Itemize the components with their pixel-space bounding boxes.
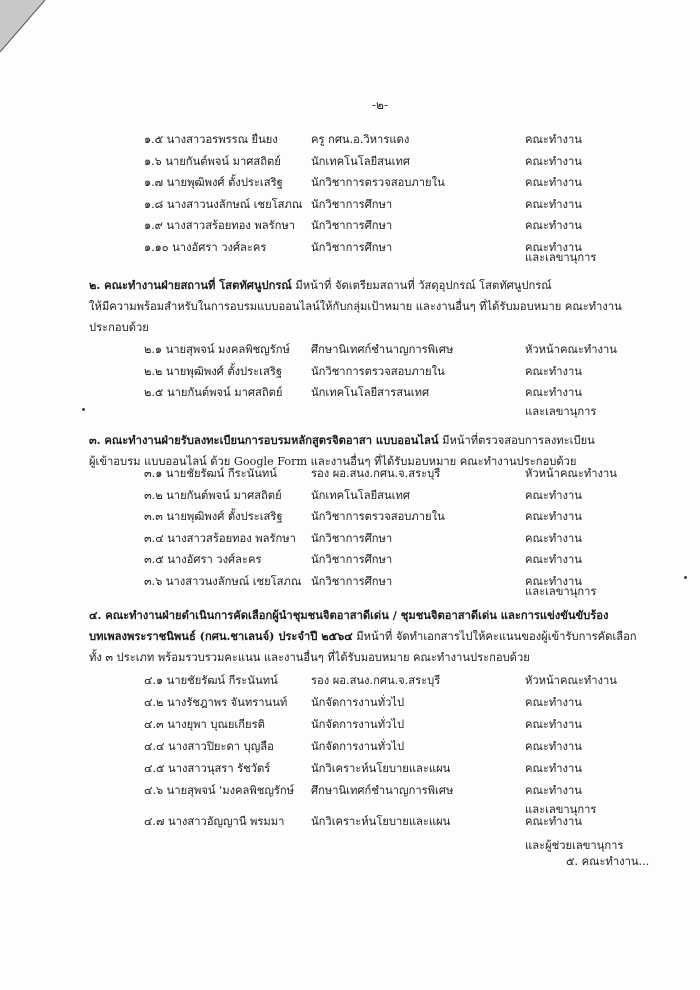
section2-line3: ประกอบด้วย: [89, 321, 149, 334]
member-name: ๔.๒ นางรัชฎาพร จันทรานนท์: [144, 696, 288, 709]
member-name: ๒.๑ นายสุพจน์ มงคลพิชญรักษ์: [144, 343, 290, 356]
member-role-extra: และเลขานุการ: [525, 585, 597, 598]
member-role: คณะทำงาน: [525, 815, 582, 828]
scan-speck: [684, 576, 687, 579]
member-role: คณะทำงาน: [525, 176, 582, 189]
member-name: ๔.๑ นายชัยรัฒน์ กีระนันทน์: [144, 674, 278, 687]
page-number: -๒-: [372, 98, 389, 112]
section2-line2: ให้มีความพร้อมสำหรับในการอบรมแบบออนไลน์ให้กับกลุ่มเป้าหมาย และงานอื่นๆ ที่ได้รับมอบหมาย คณะทำงาน: [89, 300, 622, 313]
member-role: คณะทำงาน: [525, 553, 582, 566]
section4-line2: มีหน้าที่ จัดทำเอกสารไปให้คะแนนของผู้เข้ารับการคัดเลือก: [352, 630, 637, 643]
member-role: คณะทำงาน: [525, 197, 582, 211]
section3-line1: มีหน้าที่ตรวจสอบการลงทะเบียน: [438, 434, 595, 447]
member-position: นักเทคโนโลยีสนเทศ: [311, 154, 410, 168]
member-role: คณะทำงาน: [525, 510, 582, 523]
member-position: นักวิชาการศึกษา: [311, 219, 393, 232]
member-role: คณะทำงาน: [525, 696, 582, 709]
member-name: ๑.๙ นางสาวสร้อยทอง พลรักษา: [144, 219, 296, 232]
member-position: ศึกษานิเทศก์ชำนาญการพิเศษ: [311, 784, 454, 797]
member-name: ๓.๕ นางอัศรา วงศ์ละคร: [144, 553, 262, 566]
member-role: คณะทำงาน: [525, 531, 582, 545]
section2-line1: มีหน้าที่ จัดเตรียมสถานที่ วัสดุอุปกรณ์ โสตทัศนูปกรณ์: [291, 279, 552, 292]
section4-paragraph: [89, 605, 649, 668]
member-position: ศึกษานิเทศก์ชำนาญการพิเศษ: [311, 343, 454, 356]
member-name: ๔.๕ นางสาวนุสรา รัชวัตร์: [144, 762, 271, 775]
member-role-extra: และเลขานุการ: [525, 251, 597, 264]
member-role: คณะทำงาน: [525, 364, 582, 378]
member-name: ๔.๔ นางสาวปิยะดา บุญลือ: [144, 740, 274, 753]
member-name: ๑.๘ นางสาวนงลักษณ์ เชยโสภณ: [144, 197, 303, 211]
member-position: นักวิเคราะห์นโยบายและแผน: [311, 762, 451, 775]
member-role: คณะทำงาน: [525, 574, 582, 588]
member-name: ๔.๗ นางสาวอัญญานี พรมมา: [144, 815, 285, 828]
member-position: นักวิเคราะห์นโยบายและแผน: [311, 815, 451, 828]
member-role: คณะทำงาน: [525, 762, 582, 775]
member-role-extra: และเลขานุการ: [525, 803, 597, 816]
member-position: นักวิชาการตรวจสอบภายใน: [311, 176, 445, 189]
member-role: หัวหน้าคณะทำงาน: [525, 343, 617, 356]
member-position: นักเทคโนโลยีสนเทศ: [311, 488, 410, 502]
member-name: ๑.๕ นางสาวอรพรรณ ยืนยง: [144, 133, 278, 146]
member-position: นักเทคโนโลยีสารสนเทศ: [311, 386, 430, 399]
member-role: คณะทำงาน: [525, 133, 582, 146]
folded-corner-mark: [0, 0, 70, 70]
member-name: ๔.๓ นางยุพา บุณยเกียรติ: [144, 718, 265, 731]
member-name: ๓.๑ นายชัยรัฒน์ กีระนันทน์: [144, 467, 277, 480]
member-role: คณะทำงาน: [525, 386, 582, 399]
member-name: ๓.๓ นายพุฒิพงศ์ ตั้งประเสริฐ: [144, 510, 283, 523]
section3-heading: ๓. คณะทำงานฝ่ายรับลงทะเบียนการอบรมหลักสูตรจิตอาสา แบบออนไลน์: [89, 433, 439, 447]
member-role: คณะทำงาน: [525, 740, 582, 753]
member-position: นักวิชาการศึกษา: [311, 197, 393, 211]
member-role: หัวหน้าคณะทำงาน: [525, 674, 617, 687]
member-position: นักวิชาการตรวจสอบภายใน: [311, 364, 445, 378]
member-name: ๔.๖ นายสุพจน์ 'มงคลพิชญรักษ์: [144, 784, 295, 797]
member-position: รอง ผอ.สนง.กศน.จ.สระบุรี: [311, 467, 441, 480]
member-name: ๒.๕ นายกันต์พจน์ มาศสถิตย์: [144, 386, 283, 399]
member-name: ๓.๖ นางสาวนงลักษณ์ เชยโสภณ: [144, 574, 302, 588]
member-position: นักวิชาการศึกษา: [311, 531, 393, 545]
member-role: คณะทำงาน: [525, 154, 582, 168]
section2-heading: ๒. คณะทำงานฝ่ายสถานที่ โสตทัศนูปกรณ์: [89, 278, 292, 292]
section3-line2: ผู้เข้าอบรม แบบออนไลน์ ด้วย Google Form และงานอื่นๆ ที่ได้รับมอบหมาย คณะทำงานประกอบด้วย: [89, 455, 577, 468]
member-position: นักวิชาการตรวจสอบภายใน: [311, 510, 445, 523]
member-role-extra: และเลขานุการ: [525, 405, 597, 418]
section4-line3: ทั้ง ๓ ประเภท พร้อมรวบรวมคะแนน และงานอื่นๆ ที่ได้รับมอบหมาย คณะทำงานประกอบด้วย: [89, 651, 530, 664]
member-name: ๒.๒ นายพุฒิพงศ์ ตั้งประเสริฐ: [144, 364, 283, 378]
continue-note: ๕. คณะทำงาน...: [566, 855, 650, 868]
member-position: นักจัดการงานทั่วไป: [311, 696, 405, 709]
member-role: หัวหน้าคณะทำงาน: [525, 467, 617, 480]
member-name: ๑.๖ นายกันต์พจน์ มาศสถิตย์: [144, 154, 281, 168]
member-name: ๓.๔ นางสาวสร้อยทอง พลรักษา: [144, 531, 296, 545]
member-position: นักวิชาการศึกษา: [311, 240, 393, 254]
section4-heading-line1: ๔. คณะทำงานฝ่ายดำเนินการคัดเลือกผู้นำชุมชนจิตอาสาดีเด่น / ชุมชนจิตอาสาดีเด่น และการแข่งขันขับร้อง: [89, 608, 609, 622]
member-role: คณะทำงาน: [525, 219, 582, 232]
member-role-extra: และผู้ช่วยเลขานุการ: [525, 839, 624, 852]
member-role: คณะทำงาน: [525, 240, 582, 254]
member-role: คณะทำงาน: [525, 718, 582, 731]
member-role: คณะทำงาน: [525, 784, 582, 797]
member-name: ๓.๒ นายกันต์พจน์ มาศสถิตย์: [144, 488, 282, 502]
member-name: ๑.๑๐ นางอัศรา วงศ์ละคร: [144, 240, 267, 254]
member-position: ครู กศน.อ.วิหารแดง: [311, 133, 410, 146]
scan-speck: [82, 408, 85, 411]
member-position: นักจัดการงานทั่วไป: [311, 740, 405, 753]
section2-paragraph: [89, 275, 649, 338]
member-position: นักวิชาการศึกษา: [311, 574, 393, 588]
member-position: นักวิชาการศึกษา: [311, 553, 393, 566]
member-name: ๑.๗ นายพุฒิพงศ์ ตั้งประเสริฐ: [144, 176, 283, 189]
member-position: นักจัดการงานทั่วไป: [311, 718, 405, 731]
member-role: คณะทำงาน: [525, 488, 582, 502]
section4-heading-line2: บทเพลงพระราชนิพนธ์ (กศน.ชาเลนจ์) ประจำปี ๒๕๖๔: [89, 629, 353, 643]
member-position: รอง ผอ.สนง.กศน.จ.สระบุรี: [311, 674, 441, 687]
